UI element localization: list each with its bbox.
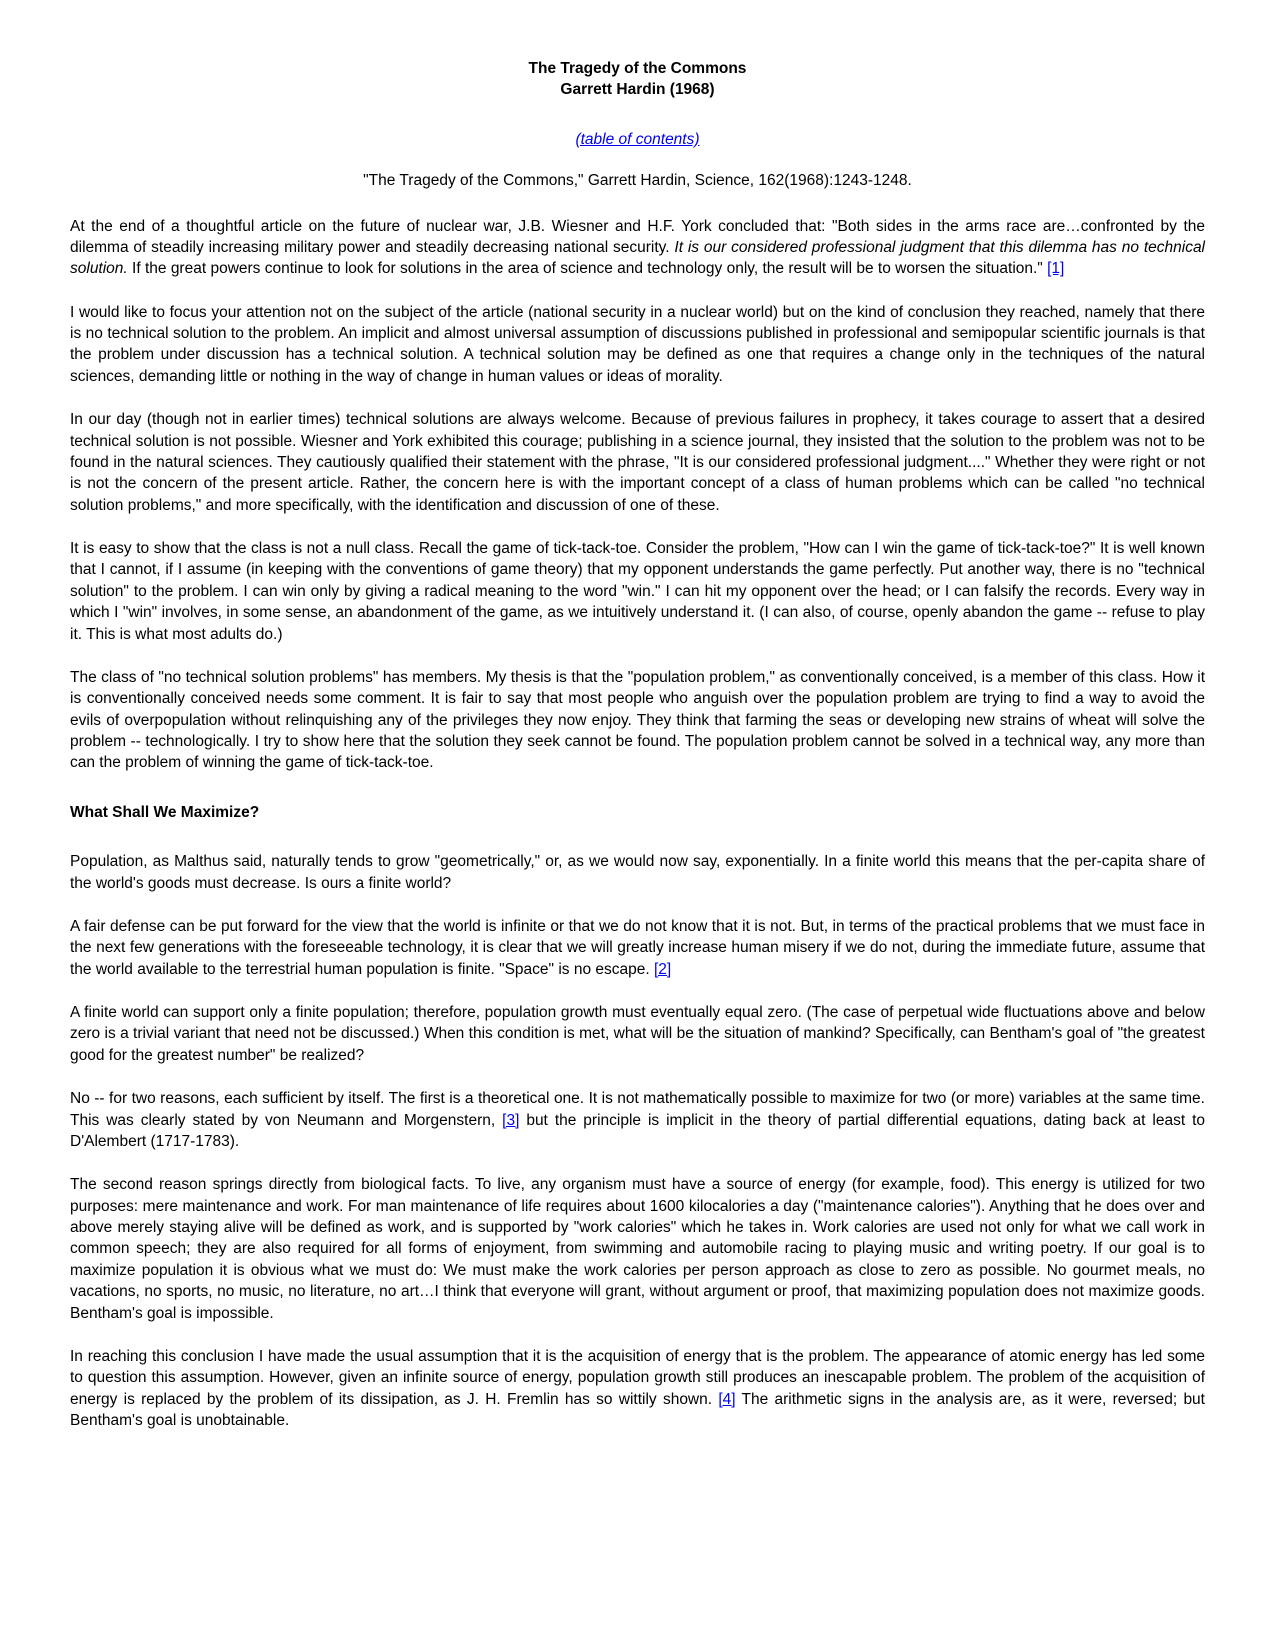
article-author: Garrett Hardin (1968)	[560, 81, 715, 99]
article-body	[70, 216, 1205, 1432]
table-of-contents-link[interactable]: (table of contents)	[575, 130, 700, 148]
paragraph	[70, 302, 1205, 388]
text-run: In our day (though not in earlier times) technical solutions are always welcome. Because of previous failures in prophecy, it takes courage to assert that a desired technical solution is not possible. Wiesner and York exhibited this courage; publishing in a science journal, they insisted that the solution to the problem was not to be found in the natural sciences. They cautiously qualified their statement with the phrase, "It is our considered professional judgment...." Whether they were right or not is not the concern of the present article. Rather, the concern here is with the important concept of a class of human problems which can be called "no technical solution problems," and more specifically, with the identification and discussion of one of these.	[70, 411, 1205, 514]
toc-line	[70, 129, 1205, 150]
text-run: At the end of a thoughtful article on the future of nuclear war, J.B. Wiesner and H.F. York concluded that: "Both sides in the arms race are…confronted by the dilemma of steadily increasing military power and steadily decreasing national security.	[70, 217, 1205, 256]
emphasized-text: It is our considered professional judgment that this dilemma has no technical solution.	[70, 238, 1206, 278]
paragraph	[70, 851, 1205, 894]
text-run: No -- for two reasons, each sufficient by itself. The first is a theoretical one. It is not mathematically possible to maximize for two (or more) variables at the same time. This was clearly stated by von Neumann and Morgenstern,	[70, 1090, 1205, 1129]
paragraph	[70, 916, 1205, 980]
text-run: In reaching this conclusion I have made the usual assumption that it is the acquisition of energy that is the problem. The appearance of atomic energy has led some to question this assumption. However, given an infinite source of energy, population growth still produces an inescapable problem. The problem of the acquisition of energy is replaced by the problem of its dissipation, as J. H. Fremlin has so wittily shown.	[70, 1347, 1205, 1408]
text-run: but the principle is implicit in the theory of partial differential equations, dating back at least to D'Alembert (1717-1783).	[70, 1111, 1206, 1150]
footnote-link-2[interactable]: [2]	[653, 960, 672, 978]
section-heading	[70, 802, 1205, 823]
paragraph	[70, 216, 1205, 280]
paragraph	[70, 409, 1205, 516]
text-run: Population, as Malthus said, naturally tends to grow "geometrically," or, as we would now say, exponentially. In a finite world this means that the per-capita share of the world's goods must decrease. Is ours a finite world?	[70, 853, 1205, 892]
citation-line: "The Tragedy of the Commons," Garrett Hardin, Science, 162(1968):1243-1248.	[363, 172, 912, 190]
paragraph	[70, 1174, 1205, 1324]
text-run: If the great powers continue to look for solutions in the area of science and technology only, the result will be to worsen the situation."	[127, 260, 1048, 278]
text-run: It is easy to show that the class is not a null class. Recall the game of tick-tack-toe. Consider the problem, "How can I win the game of tick-tack-toe?" It is well known that I cannot, if I assume (in keeping with the conventions of game theory) that my opponent understands the game perfectly. Put another way, there is no "technical solution" to the problem. I can win only by giving a radical meaning to the word "win." I can hit my opponent over the head; or I can falsify the records. Every way in which I "win" involves, in some sense, an abandonment of the game, as we intuitively understand it. (I can also, of course, openly abandon the game -- refuse to play it. This is what most adults do.)	[70, 540, 1205, 643]
paragraph	[70, 1088, 1205, 1152]
footnote-link-3[interactable]: [3]	[502, 1111, 520, 1129]
paragraph	[70, 1002, 1205, 1066]
text-run: A finite world can support only a finite population; therefore, population growth must eventually equal zero. (The case of perpetual wide fluctuations above and below zero is a trivial variant that need not be discussed.) When this condition is met, what will be the situation of mankind? Specifically, can Bentham's goal of "the greatest good for the greatest number" be realized?	[70, 1004, 1205, 1064]
footnote-link-4[interactable]: [4]	[718, 1390, 736, 1408]
text-run: The arithmetic signs in the analysis are, as it were, reversed; but Bentham's goal is unobtainable.	[70, 1390, 1205, 1429]
text-run: I would like to focus your attention not on the subject of the article (national security in a nuclear world) but on the kind of conclusion they reached, namely that there is no technical solution to the problem. An implicit and almost universal assumption of discussions published in professional and semipopular scientific journals is that the problem under discussion has a technical solution. A technical solution may be defined as one that requires a change only in the techniques of the natural sciences, demanding little or nothing in the way of change in human values or ideas of morality.	[70, 303, 1205, 385]
paragraph	[70, 1346, 1205, 1432]
paragraph	[70, 538, 1205, 645]
text-run: What Shall We Maximize?	[70, 803, 260, 821]
footnote-link-1[interactable]: [1]	[1047, 260, 1065, 278]
article-title: The Tragedy of the Commons	[528, 60, 747, 77]
paragraph	[70, 667, 1205, 774]
text-run: The class of "no technical solution problems" has members. My thesis is that the "population problem," as conventionally conceived, is a member of this class. How it is conventionally conceived needs some comment. It is fair to say that most people who anguish over the population problem are trying to find a way to avoid the evils of overpopulation without relinquishing any of the privileges they now enjoy. They think that farming the seas or developing new strains of wheat will solve the problem -- technologically. I try to show here that the solution they seek cannot be found. The population problem cannot be solved in a technical way, any more than can the problem of winning the game of tick-tack-toe.	[70, 668, 1205, 772]
article-title-block	[70, 58, 1205, 101]
text-run: A fair defense can be put forward for the view that the world is infinite or that we do not know that it is not. But, in terms of the practical problems that we must face in the next few generations with the foreseeable technology, it is clear that we will greatly increase human misery if we do not, during the immediate future, assume that the world available to the terrestrial human population is finite. "Space" is no escape.	[70, 917, 1205, 978]
text-run: The second reason springs directly from biological facts. To live, any organism must have a source of energy (for example, food). This energy is utilized for two purposes: mere maintenance and work. For man maintenance of life requires about 1600 kilocalories a day ("maintenance calories"). Anything that he does over and above merely staying alive will be defined as work, and is supported by "work calories" which he takes in. Work calories are used not only for what we call work in common speech; they are also required for all forms of enjoyment, from swimming and automobile racing to playing music and writing poetry. If our goal is to maximize population it is obvious what we must do: We must make the work calories per person approach as close to zero as possible. No gourmet meals, no vacations, no sports, no music, no literature, no art…I think that everyone will grant, without argument or proof, that maximizing population does not maximize goods. Bentham's goal is impossible.	[70, 1176, 1205, 1322]
